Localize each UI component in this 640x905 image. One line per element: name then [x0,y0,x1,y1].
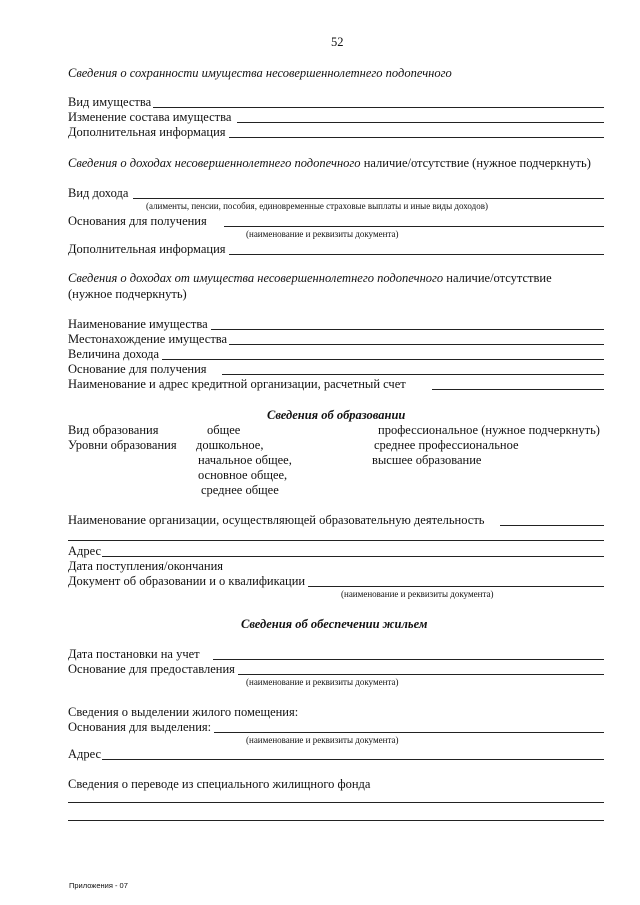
education-dates-label: Дата поступления/окончания [68,559,224,573]
income-basis-hint: (наименование и реквизиты документа) [246,229,399,239]
housing-allocation-basis-field[interactable] [214,732,604,733]
property-additional-field[interactable] [229,137,604,138]
housing-transfer-field[interactable] [68,802,604,803]
education-organization-field[interactable] [500,525,604,526]
housing-provision-label: Основание для предоставления [68,662,235,676]
income-additional-field[interactable] [229,254,604,255]
housing-allocation-title: Сведения о выделении жилого помещения: [68,705,299,719]
bank-account-label: Наименование и адрес кредитной организации, расчетный счет [68,377,406,391]
housing-section-title: Сведения об обеспечении жильем [241,617,428,631]
property-type-field[interactable] [153,107,604,108]
property-income-basis-label: Основание для получения [68,362,207,376]
education-type-general: общее [207,423,241,437]
property-income-basis-field[interactable] [222,374,604,375]
education-organization-label: Наименование организации, осуществляющей образовательную деятельность [68,513,485,527]
education-level-primary: начальное общее, [198,453,292,467]
property-location-label: Местонахождение имущества [68,332,228,346]
education-address-label: Адрес [68,544,102,558]
bank-account-field[interactable] [432,389,604,390]
housing-address-label: Адрес [68,747,102,761]
housing-allocation-hint: (наименование и реквизиты документа) [246,735,399,745]
income-amount-label: Величина дохода [68,347,160,361]
property-income-section-note: (нужное подчеркнуть) [68,287,187,301]
income-type-hint: (алименты, пенсии, пособия, единовременные страховые выплаты и иные виды доходов) [146,201,488,211]
education-type-professional: профессиональное (нужное подчеркнуть) [378,423,600,437]
income-section-title: Сведения о доходах несовершеннолетнего подопечного наличие/отсутствие (нужное подчеркнуть) [68,156,591,170]
education-document-label: Документ об образовании и о квалификации [68,574,306,588]
property-income-section-title: Сведения о доходах от имущества несовершеннолетнего подопечного наличие/отсутствие [68,271,552,285]
income-additional-label: Дополнительная информация [68,242,226,256]
education-level-higher: высшее образование [372,453,482,467]
education-type-label: Вид образования [68,423,159,437]
property-type-label: Вид имущества [68,95,152,109]
housing-provision-hint: (наименование и реквизиты документа) [246,677,399,687]
property-location-field[interactable] [229,344,604,345]
education-levels-label: Уровни образования [68,438,177,452]
property-section-title: Сведения о сохранности имущества несовершеннолетнего подопечного [68,66,452,80]
property-name-label: Наименование имущества [68,317,208,331]
property-change-field[interactable] [237,122,604,123]
education-level-preschool: дошкольное, [196,438,264,452]
housing-registration-label: Дата постановки на учет [68,647,200,661]
property-name-field[interactable] [211,329,604,330]
housing-transfer-field-2[interactable] [68,820,604,821]
income-basis-field[interactable] [224,226,604,227]
housing-provision-field[interactable] [238,674,604,675]
income-basis-label: Основания для получения [68,214,207,228]
page-number: 52 [331,35,344,49]
property-change-label: Изменение состава имущества [68,110,232,124]
income-type-field[interactable] [133,198,604,199]
education-document-field[interactable] [308,586,604,587]
income-amount-field[interactable] [162,359,604,360]
education-level-basic: основное общее, [198,468,288,482]
education-section-title: Сведения об образовании [267,408,406,422]
housing-allocation-basis-label: Основания для выделения: [68,720,212,734]
housing-transfer-label: Сведения о переводе из специального жилищного фонда [68,777,371,791]
education-document-hint: (наименование и реквизиты документа) [341,589,494,599]
education-level-secondary: среднее общее [201,483,279,497]
education-address-field[interactable] [102,556,604,557]
education-level-vocational: среднее профессиональное [374,438,519,452]
education-organization-field-2[interactable] [68,540,604,541]
housing-registration-field[interactable] [213,659,604,660]
property-additional-label: Дополнительная информация [68,125,226,139]
housing-address-field[interactable] [102,759,604,760]
footer-label: Приложения - 07 [69,881,128,890]
income-type-label: Вид дохода [68,186,129,200]
